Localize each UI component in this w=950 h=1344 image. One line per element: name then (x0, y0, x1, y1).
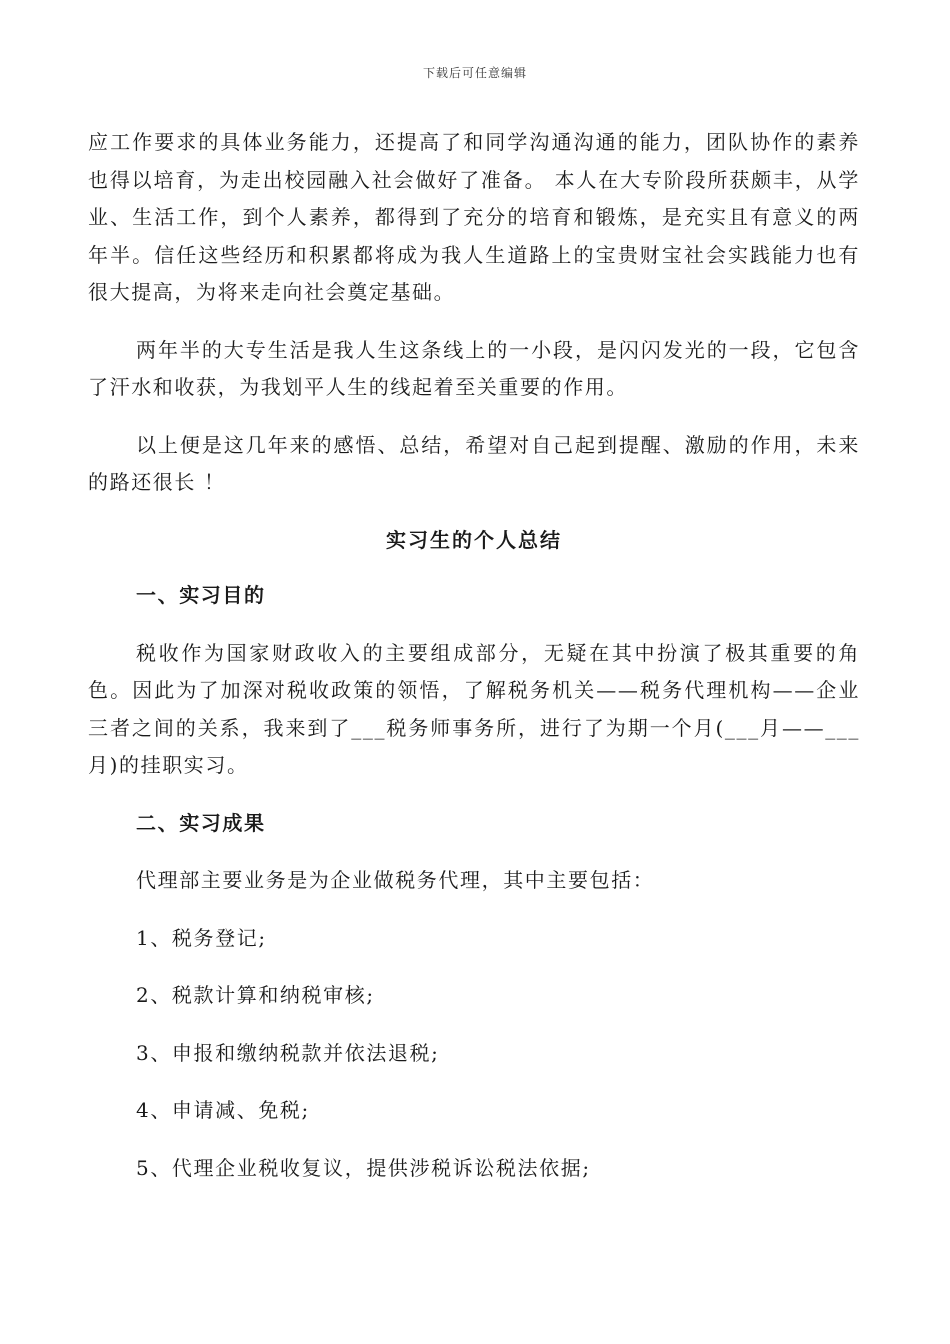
paragraph-purpose: 税收作为国家财政收入的主要组成部分，无疑在其中扮演了极其重要的角色。因此为了加深对税收政策的领悟，了解税务机关——税务代理机构——企业三者之间的关系，我来到了___税务师事务所，进行了为期一个月(___月——___月)的挂职实习。 (88, 640, 860, 777)
document-title: 实习生的个人总结 (386, 527, 562, 552)
list-item: 1、税务登记; (136, 925, 267, 950)
list-item: 3、申报和缴纳税款并依法退税; (136, 1040, 440, 1065)
paragraph-continuation: 应工作要求的具体业务能力，还提高了和同学沟通沟通的能力，团队协作的素养也得以培育，为走出校园融入社会做好了准备。 本人在大专阶段所获颇丰，从学业、生活工作，到个人素养，都得到了充分的培育和锻炼，是充实且有意义的两年半。信任这些经历和积累都将成为我人生道路上的宝贵财宝社会实践能力也有很大提高，为将来走向社会奠定基础。 (88, 130, 860, 304)
list-item: 5、代理企业税收复议，提供涉税诉讼税法依据; (136, 1155, 591, 1180)
document-body (88, 124, 860, 1207)
list-item: 4、申请减、免税; (136, 1098, 310, 1122)
list-item: 2、税款计算和纳税审核; (136, 983, 375, 1007)
paragraph-college-life: 两年半的大专生活是我人生这条线上的一小段，是闪闪发光的一段，它包含了汗水和收获，为我划平人生的线起着至关重要的作用。 (88, 337, 860, 399)
paragraph-conclusion: 以上便是这几年来的感悟、总结，希望对自己起到提醒、激励的作用，未来的路还很长 ！ (88, 432, 860, 494)
section-heading-results: 二、实习成果 (136, 810, 266, 835)
paragraph-results-intro: 代理部主要业务是为企业做税务代理，其中主要包括： (136, 868, 655, 892)
section-heading-purpose: 一、实习目的 (136, 583, 266, 607)
header-note: 下载后可任意编辑 (422, 66, 527, 80)
